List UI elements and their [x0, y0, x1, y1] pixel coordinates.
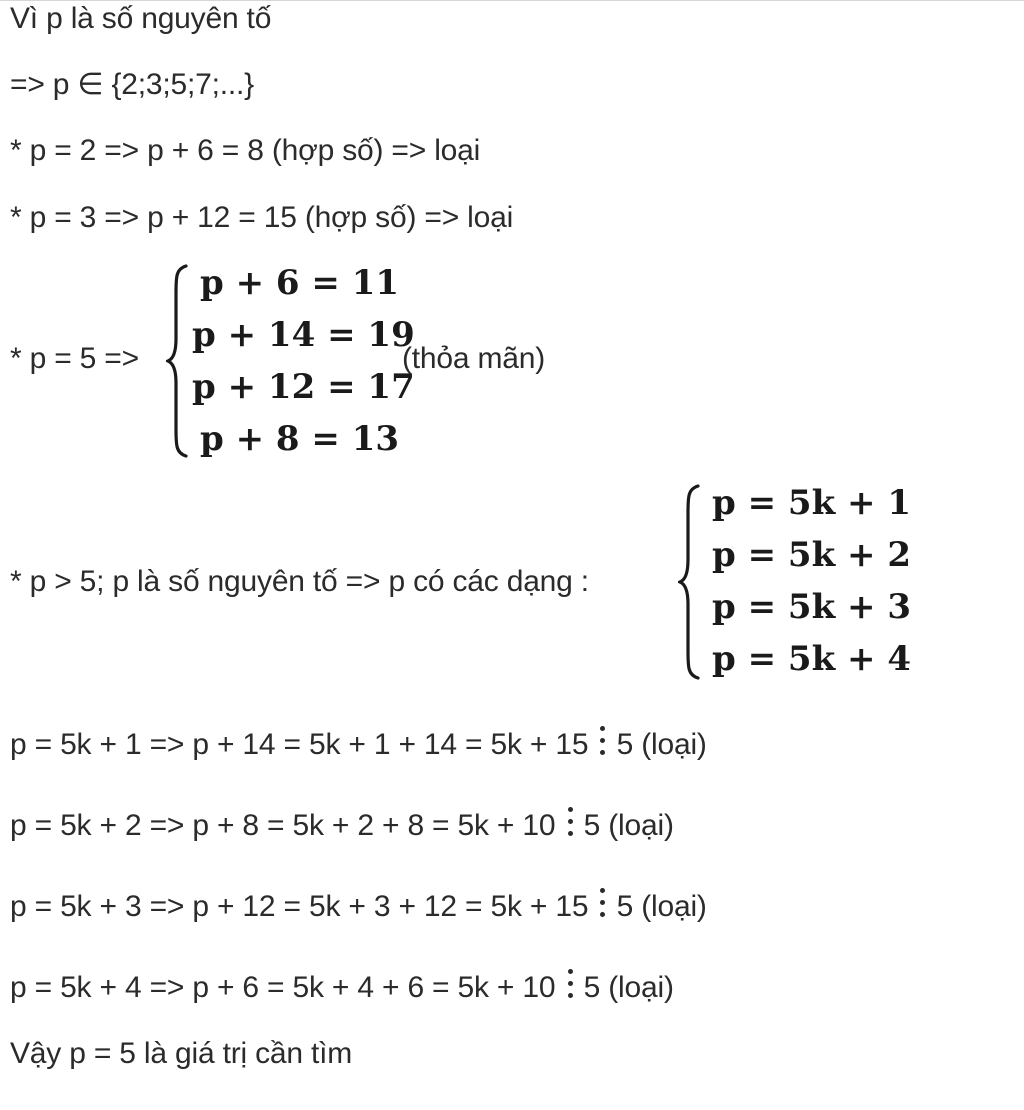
left-brace-icon — [166, 263, 188, 459]
form-4-result: 5 (loại) — [583, 971, 674, 1004]
divisible-by-icon — [596, 888, 608, 918]
form-2-expression: p = 5k + 2 => p + 8 = 5k + 2 + 8 = 5k + 10 — [10, 809, 556, 842]
line-conclusion: Vậy p = 5 là giá trị cần tìm — [10, 1037, 353, 1070]
equation-system-forms — [678, 483, 918, 683]
line-case-p3: * p = 3 => p + 12 = 15 (hợp số) => loại — [10, 201, 514, 234]
left-brace-icon — [678, 483, 700, 681]
divisible-by-icon — [564, 807, 576, 837]
form-eq-1: p = 5k + 1 — [712, 483, 911, 523]
line-form-4 — [10, 969, 674, 1006]
line-prime-set: => p ∈ {2;3;5;7;...} — [10, 68, 254, 101]
system-eq-1: p + 6 = 11 — [200, 263, 400, 303]
line-form-1 — [10, 726, 707, 763]
form-3-result: 5 (loại) — [616, 890, 707, 923]
form-1-result: 5 (loại) — [616, 728, 707, 761]
system-eq-3: p + 12 = 17 — [192, 367, 415, 407]
equation-system-p5 — [166, 263, 415, 463]
line-intro: Vì p là số nguyên tố — [10, 2, 272, 35]
line-form-3 — [10, 888, 707, 925]
form-eq-2: p = 5k + 2 — [712, 535, 911, 575]
line-case-p5-suffix: (thỏa mãn) — [402, 342, 546, 375]
line-form-2 — [10, 807, 674, 844]
form-eq-4: p = 5k + 4 — [712, 639, 911, 679]
form-4-expression: p = 5k + 4 => p + 6 = 5k + 4 + 6 = 5k + 10 — [10, 971, 556, 1004]
form-eq-3: p = 5k + 3 — [712, 587, 911, 627]
line-case-p2: * p = 2 => p + 6 = 8 (hợp số) => loại — [10, 134, 481, 167]
form-2-result: 5 (loại) — [583, 809, 674, 842]
line-case-p5-prefix: * p = 5 => — [10, 342, 139, 375]
system-eq-2: p + 14 = 19 — [192, 315, 415, 355]
form-3-expression: p = 5k + 3 => p + 12 = 5k + 3 + 12 = 5k + 15 — [10, 890, 589, 923]
divisible-by-icon — [564, 969, 576, 999]
form-1-expression: p = 5k + 1 => p + 14 = 5k + 1 + 14 = 5k + 15 — [10, 728, 589, 761]
system-eq-4: p + 8 = 13 — [200, 419, 400, 459]
divisible-by-icon — [596, 726, 608, 756]
line-case-p-gt5: * p > 5; p là số nguyên tố => p có các dạng : — [10, 565, 589, 598]
